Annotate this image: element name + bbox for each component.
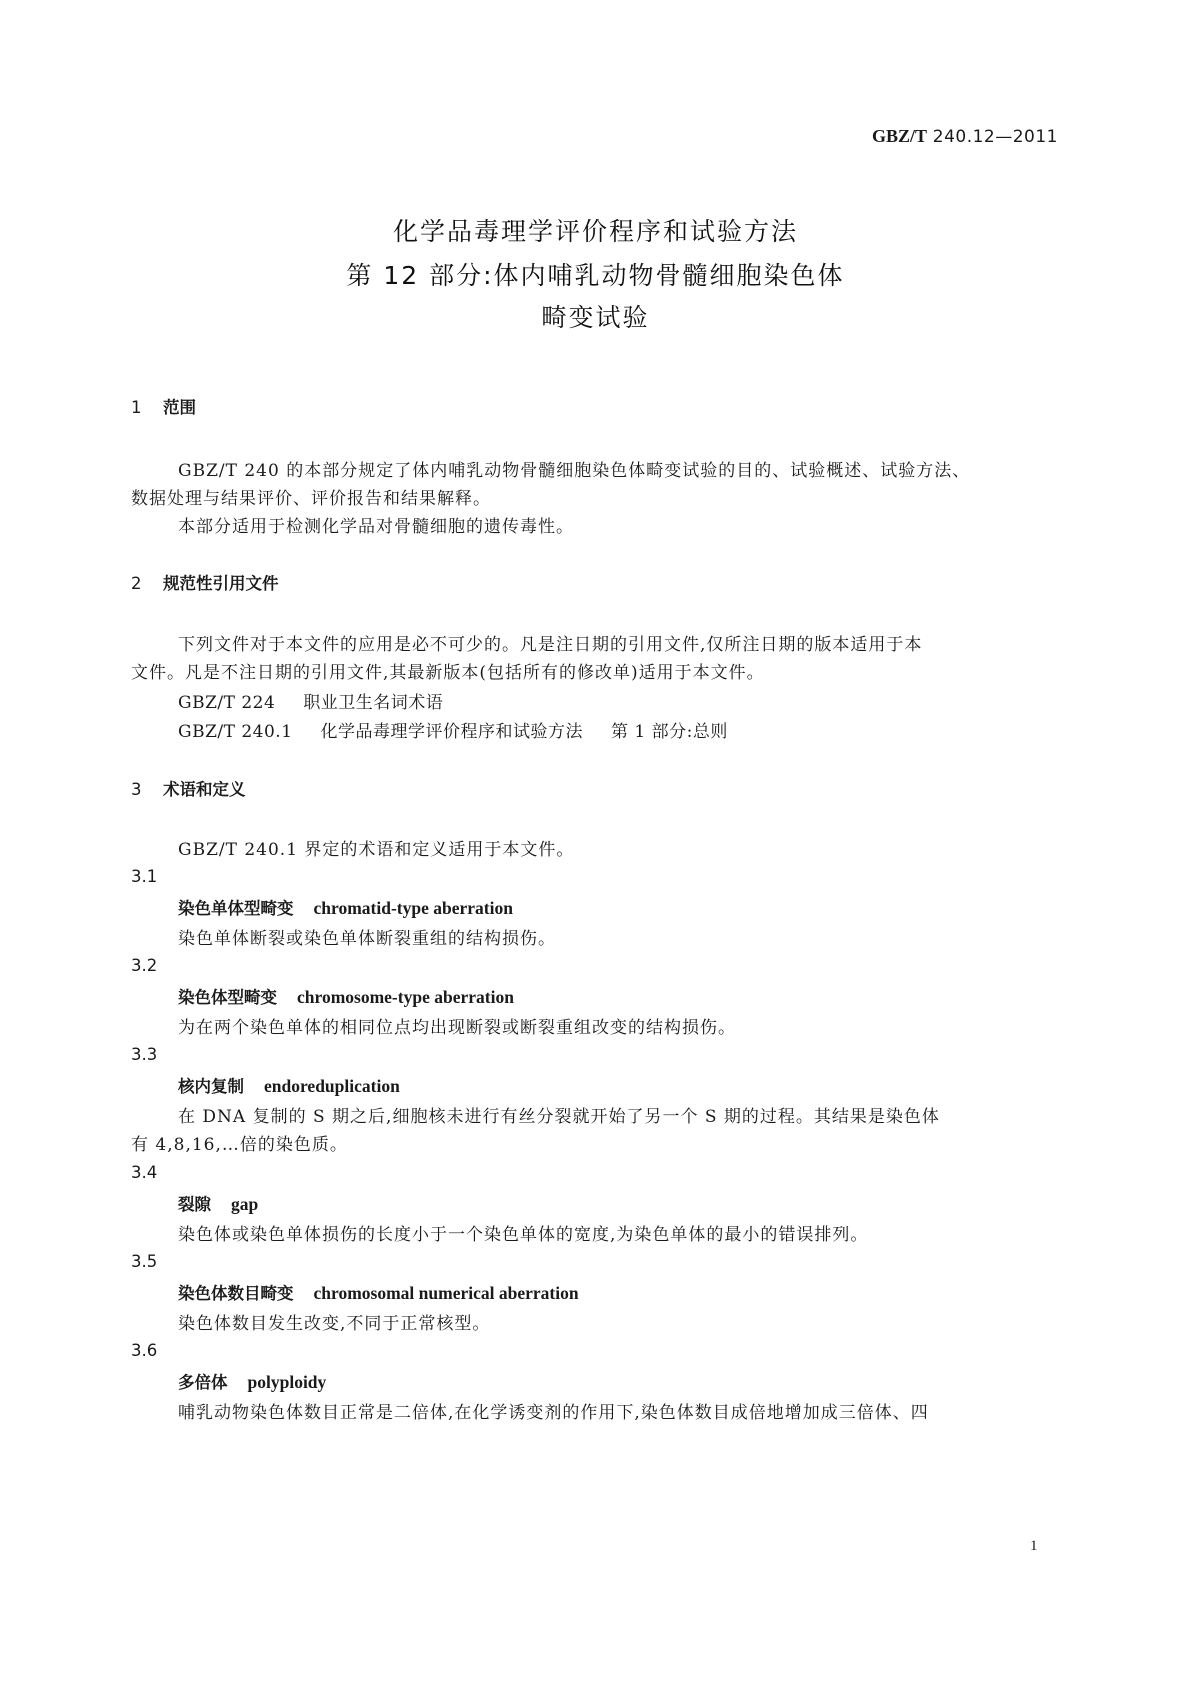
term-definition-line2: 有 4,8,16,…倍的染色质。 — [131, 1135, 348, 1155]
section-3-intro: GBZ/T 240.1 界定的术语和定义适用于本文件。 — [178, 840, 575, 860]
term-heading: 核内复制 endoreduplication — [178, 1076, 400, 1096]
section-2-para-line2: 文件。凡是不注日期的引用文件,其最新版本(包括所有的修改单)适用于本文件。 — [131, 663, 765, 683]
term-definition-line1: 在 DNA 复制的 S 期之后,细胞核未进行有丝分裂就开始了另一个 S 期的过程。其结果是染色体 — [178, 1107, 940, 1127]
term-definition: 为在两个染色单体的相同位点均出现断裂或断裂重组改变的结构损伤。 — [178, 1018, 736, 1038]
term-heading: 染色单体型畸变 chromatid-type aberration — [178, 898, 513, 918]
term-number: 3.3 — [131, 1045, 158, 1064]
term-number: 3.2 — [131, 956, 158, 975]
term-heading: 多倍体 polyploidy — [178, 1372, 327, 1392]
section-1-para1-line1: GBZ/T 240 的本部分规定了体内哺乳动物骨髓细胞染色体畸变试验的目的、试验概述、试验方法、 — [178, 461, 971, 481]
term-definition: 染色体数目发生改变,不同于正常核型。 — [178, 1314, 491, 1334]
term-number: 3.4 — [131, 1163, 158, 1182]
section-1-heading: 1 范围 — [131, 398, 196, 417]
term-heading: 裂隙 gap — [178, 1194, 259, 1214]
term-definition: 染色单体断裂或染色单体断裂重组的结构损伤。 — [178, 929, 556, 949]
section-2-para-line1: 下列文件对于本文件的应用是必不可少的。凡是注日期的引用文件,仅所注日期的版本适用于本 — [178, 635, 923, 655]
document-title-line2: 第 12 部分:体内哺乳动物骨髓细胞染色体 — [346, 261, 845, 290]
term-definition: 哺乳动物染色体数目正常是二倍体,在化学诱变剂的作用下,染色体数目成倍地增加成三倍体、四 — [178, 1403, 929, 1423]
normative-reference: GBZ/T 240.1 化学品毒理学评价程序和试验方法 第 1 部分:总则 — [178, 722, 728, 742]
document-title-line3: 畸变试验 — [541, 303, 650, 332]
term-heading: 染色体数目畸变 chromosomal numerical aberration — [178, 1283, 579, 1303]
normative-reference: GBZ/T 224 职业卫生名词术语 — [178, 693, 444, 713]
section-1-para1-line2: 数据处理与结果评价、评价报告和结果解释。 — [131, 489, 491, 509]
term-number: 3.1 — [131, 867, 158, 886]
term-definition: 染色体或染色单体损伤的长度小于一个染色单体的宽度,为染色单体的最小的错误排列。 — [178, 1225, 869, 1245]
section-3-heading: 3 术语和定义 — [131, 780, 246, 799]
term-number: 3.6 — [131, 1341, 158, 1360]
standard-number: GBZ/T 240.12—2011 — [871, 126, 1058, 147]
page-number: 1 — [1030, 1538, 1038, 1554]
term-number: 3.5 — [131, 1252, 158, 1271]
document-title-line1: 化学品毒理学评价程序和试验方法 — [392, 217, 798, 246]
section-2-heading: 2 规范性引用文件 — [131, 574, 279, 593]
section-1-para2: 本部分适用于检测化学品对骨髓细胞的遗传毒性。 — [178, 517, 574, 537]
term-heading: 染色体型畸变 chromosome-type aberration — [178, 987, 514, 1007]
